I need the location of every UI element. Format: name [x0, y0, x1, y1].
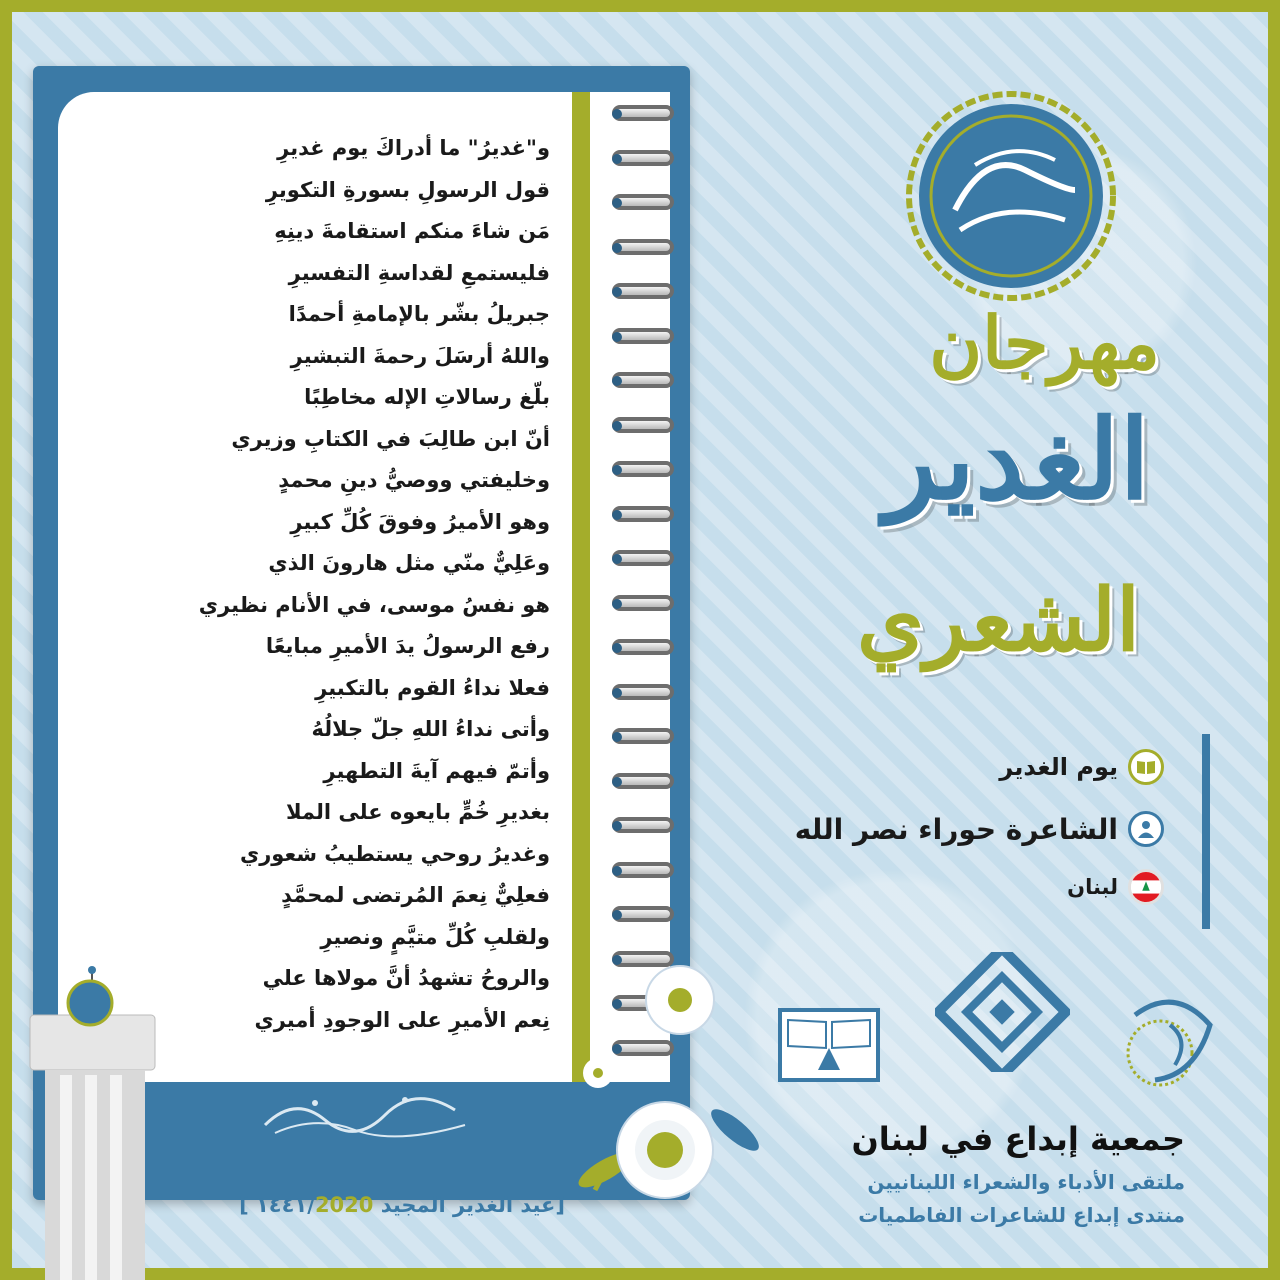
info-list: [760, 734, 1210, 929]
spiral-ring-icon: [612, 326, 682, 348]
date-label: [عيد الغدير المجيد ١٤٤١/2020 ]: [239, 1193, 565, 1217]
spiral-ring-icon: [612, 459, 682, 481]
poem-line: فعلا نداءُ القوم بالتكبيرِ: [315, 675, 550, 700]
festival-title-line2: الغدير: [883, 395, 1150, 524]
poem-line: وأتى نداءُ اللهِ جلّ جلالُهُ: [311, 717, 550, 741]
fatimiyat-logo-icon: [1115, 985, 1225, 1095]
page-margin-strip: [572, 92, 590, 1082]
user-icon: [1128, 811, 1164, 847]
spiral-ring-icon: [612, 370, 682, 392]
spiral-ring-icon: [612, 815, 682, 837]
festival-title: [840, 300, 1170, 700]
poem-line: مَن شاءَ منكم استقامةَ دينِهِ: [274, 219, 550, 243]
spiral-ring-icon: [612, 771, 682, 793]
spiral-ring-icon: [612, 1038, 682, 1060]
poem-line: فعلِيٌّ نِعمَ المُرتضى لمحمَّدٍ: [281, 883, 550, 907]
organizer-line-2: منتدى إبداع للشاعرات الفاطميات: [858, 1203, 1185, 1227]
poem-line: رفع الرسولُ يدَ الأميرِ مبايعًا: [265, 634, 550, 658]
poem-line: وخليفتي ووصيُّ دينِ محمدٍ: [278, 468, 550, 492]
info-country: [764, 862, 1164, 912]
poem-line: هو نفسُ موسى، في الأنام نظيري: [198, 592, 550, 617]
info-occasion: [764, 742, 1164, 792]
book-icon: [1128, 749, 1164, 785]
spiral-ring-icon: [612, 281, 682, 303]
poem-line: والروحُ تشهدُ أنَّ مولاها علي: [262, 966, 550, 990]
spiral-ring-icon: [612, 637, 682, 659]
association-book-logo-icon: [778, 1008, 880, 1082]
poem-line: قول الرسولِ بسورةِ التكويرِ: [265, 177, 550, 202]
info-accent-bar: [1202, 734, 1210, 929]
organizer-line-1: ملتقى الأدباء والشعراء اللبنانيين: [867, 1170, 1185, 1194]
poem-line: نِعم الأميرِ على الوجودِ أميري: [254, 1007, 550, 1032]
poem-line: واللهُ أرسَلَ رحمةَ التبشيرِ: [290, 343, 550, 368]
poem-line: فليستمعِ لقداسةِ التفسيرِ: [288, 260, 550, 285]
poem-line: و"غديرُ" ما أدراكَ يوم غديرِ: [277, 136, 550, 160]
spiral-ring-icon: [612, 593, 682, 615]
poem-line: ولقلبِ كُلِّ متيَّمٍ ونصيرِ: [320, 924, 550, 949]
tiny-flower-icon: [580, 1055, 616, 1091]
poem-line: وأتمّ فيهم آيةَ التطهيرِ: [323, 758, 550, 783]
spiral-ring-icon: [612, 726, 682, 748]
organizer-name: جمعية إبداع في لبنان: [851, 1120, 1185, 1158]
festival-title-line1: مهرجان: [929, 300, 1160, 385]
poem-line: بغديرِ خُمٍّ بايعوه على الملا: [285, 800, 550, 824]
country-label: لبنان: [1067, 875, 1118, 899]
poem-line: وغديرُ روحي يستطيبُ شعوري: [239, 841, 550, 866]
festival-title-line3: الشعري: [856, 570, 1140, 671]
spiral-ring-icon: [612, 192, 682, 214]
spiral-ring-icon: [612, 148, 682, 170]
spiral-ring-icon: [612, 237, 682, 259]
spiral-ring-icon: [612, 415, 682, 437]
spiral-ring-icon: [612, 103, 682, 125]
poem-line: وعَلِيٌّ منّي مثل هارونَ الذي: [268, 551, 550, 575]
notebook-signature: [255, 1085, 485, 1155]
spiral-ring-icon: [612, 504, 682, 526]
spiral-ring-icon: [612, 548, 682, 570]
small-flower-icon: [640, 960, 720, 1040]
poet-name: الشاعرة حوراء نصر الله: [794, 812, 1118, 846]
spiral-ring-icon: [612, 904, 682, 926]
poem-line: بلّغ رسالاتِ الإله مخاطِبًا: [304, 385, 550, 409]
spiral-ring-icon: [612, 682, 682, 704]
lebanon-flag-icon: [1128, 869, 1164, 905]
calligraphy-signature-icon: [255, 1085, 485, 1145]
spiral-ring-icon: [612, 860, 682, 882]
poem-line: وهو الأميرُ وفوقَ كُلِّ كبيرِ: [290, 509, 550, 534]
poem-text: [150, 128, 550, 1041]
occasion-label: يوم الغدير: [999, 753, 1118, 781]
ghadir-seal-icon: [905, 90, 1117, 302]
podium-illustration: [10, 965, 170, 1280]
info-poet: [764, 804, 1164, 854]
kufic-logo-icon: [935, 952, 1070, 1072]
poem-line: جبريلُ بشّر بالإمامةِ أحمدًا: [288, 302, 550, 326]
poem-line: أنّ ابن طالِبَ في الكتابِ وزيري: [231, 426, 550, 451]
